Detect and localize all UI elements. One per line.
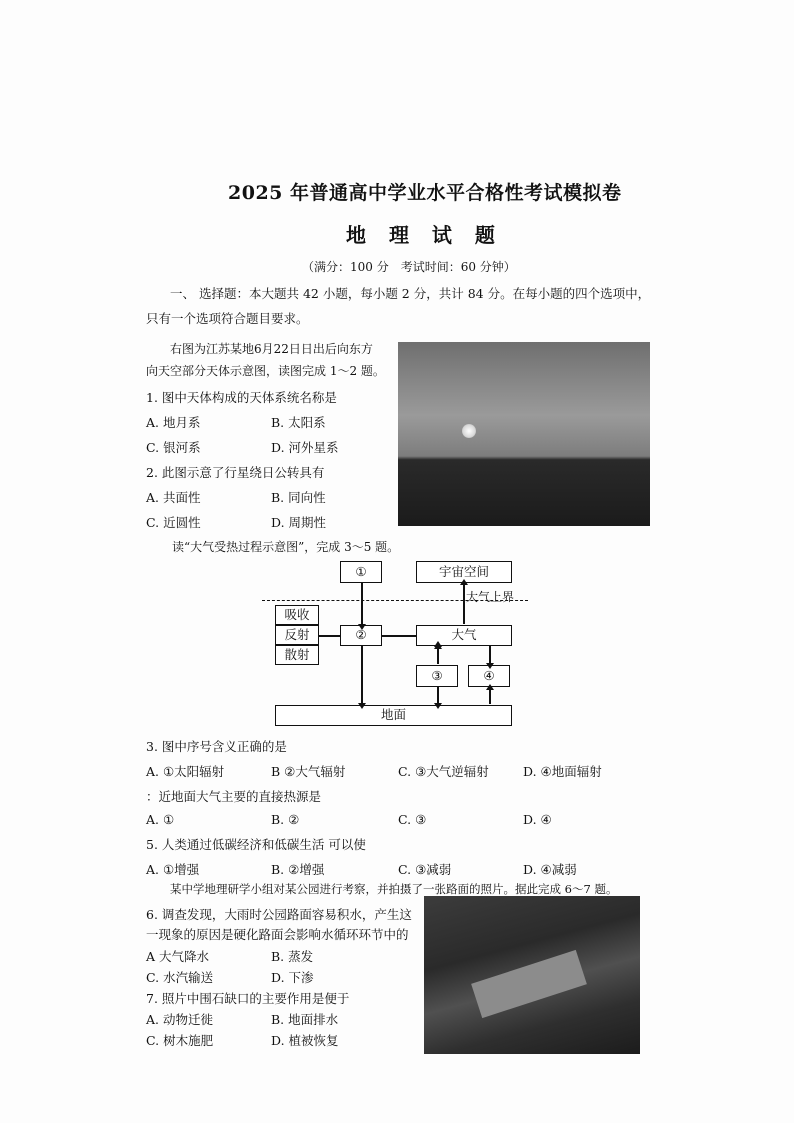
- q1-option-d[interactable]: D. 河外星系: [271, 440, 339, 455]
- sky-photo: [398, 342, 650, 526]
- q5-option-c[interactable]: C. ③减弱: [398, 862, 452, 877]
- score-info: （满分：100 分 考试时间：60 分钟）: [302, 260, 516, 274]
- q4-stem: ：近地面大气主要的直接热源是: [146, 789, 322, 804]
- arrow-box3-ground: [437, 687, 439, 704]
- q3-option-a[interactable]: A. ①太阳辐射: [146, 764, 225, 779]
- q7-stem: 7. 照片中围石缺口的主要作用是便于: [146, 991, 350, 1006]
- q4-option-d[interactable]: D. ④: [523, 812, 552, 827]
- q6-stem-line2: 一现象的原因是硬化路面会影响水循环环节中的: [146, 927, 409, 942]
- diagram-space: 宇宙空间: [416, 561, 512, 583]
- q4-option-c[interactable]: C. ③: [398, 812, 427, 827]
- q6-option-c[interactable]: C. 水汽输送: [146, 970, 214, 985]
- q4-option-a[interactable]: A. ①: [146, 812, 175, 827]
- label-reflect: 反射: [275, 625, 319, 645]
- label-scatter: 散射: [275, 645, 319, 665]
- q3-option-b[interactable]: B ②大气辐射: [271, 764, 346, 779]
- q5-option-a[interactable]: A. ①增强: [146, 862, 200, 877]
- q2-option-c[interactable]: C. 近圆性: [146, 515, 201, 530]
- diagram-box-1: ①: [340, 561, 382, 583]
- q6-option-d[interactable]: D. 下渗: [271, 970, 314, 985]
- exam-title: 2025 年普通高中学业水平合格性考试模拟卷: [228, 182, 622, 204]
- q1-option-b[interactable]: B. 太阳系: [271, 415, 326, 430]
- q7-option-b[interactable]: B. 地面排水: [271, 1012, 339, 1027]
- passage2: 读“大气受热过程示意图”，完成 3～5 题。: [172, 540, 400, 554]
- diagram-box-4: ④: [468, 665, 510, 687]
- arrow-box1-box2: [361, 583, 363, 625]
- diagram-ground: 地面: [275, 705, 512, 726]
- q2-stem: 2. 此图示意了行星绕日公转具有: [146, 465, 325, 480]
- q6-option-a[interactable]: A 大气降水: [146, 949, 210, 964]
- q7-option-d[interactable]: D. 植被恢复: [271, 1033, 339, 1048]
- connector-box2-atmos: [382, 635, 416, 637]
- q2-option-a[interactable]: A. 共面性: [146, 490, 201, 505]
- arrow-box2-ground: [361, 646, 363, 704]
- q7-option-c[interactable]: C. 树木施肥: [146, 1033, 214, 1048]
- diagram-box-3: ③: [416, 665, 458, 687]
- section-intro-line2: 只有一个选项符合题目要求。: [146, 311, 309, 326]
- q7-option-a[interactable]: A. 动物迁徙: [146, 1012, 213, 1027]
- section-intro-line1: 一、 选择题：本大题共 42 小题，每小题 2 分，共计 84 分。在每小题的四个选项中，: [170, 286, 651, 301]
- q4-option-b[interactable]: B. ②: [271, 812, 300, 827]
- q5-option-b[interactable]: B. ②增强: [271, 862, 325, 877]
- q6-stem-line1: 6. 调查发现，大雨时公园路面容易积水，产生这: [146, 907, 412, 922]
- celestial-body: [462, 424, 476, 438]
- q5-option-d[interactable]: D. ④减弱: [523, 862, 577, 877]
- diagram-atmosphere: 大气: [416, 625, 512, 646]
- connector-labels-box2: [319, 635, 340, 637]
- road-photo: [424, 896, 640, 1054]
- arrow-box3-atmos: [437, 648, 439, 664]
- diagram-box-2: ②: [340, 625, 382, 646]
- atmosphere-top-label: 大气上界: [466, 590, 515, 604]
- label-absorb: 吸收: [275, 605, 319, 625]
- arrow-atmos-space: [463, 584, 465, 624]
- exam-subject: 地 理 试 题: [346, 223, 503, 247]
- passage1-line2: 向天空部分天体示意图，读图完成 1～2 题。: [146, 364, 385, 378]
- q1-stem: 1. 图中天体构成的天体系统名称是: [146, 390, 337, 405]
- arrow-ground-box4: [489, 689, 491, 704]
- q1-option-c[interactable]: C. 银河系: [146, 440, 201, 455]
- q3-stem: 3. 图中序号含义正确的是: [146, 739, 287, 754]
- q3-option-c[interactable]: C. ③大气逆辐射: [398, 764, 489, 779]
- q1-option-a[interactable]: A. 地月系: [146, 415, 201, 430]
- q2-option-d[interactable]: D. 周期性: [271, 515, 327, 530]
- passage3: 某中学地理研学小组对某公园进行考察，并拍摄了一张路面的照片。据此完成 6～7 题。: [170, 882, 618, 896]
- paving-slab: [471, 950, 587, 1018]
- q5-stem: 5. 人类通过低碳经济和低碳生活 可以使: [146, 837, 366, 852]
- q2-option-b[interactable]: B. 同向性: [271, 490, 326, 505]
- arrow-atmos-box4: [489, 646, 491, 664]
- q3-option-d[interactable]: D. ④地面辐射: [523, 764, 602, 779]
- passage1-line1: 右图为江苏某地6月22日日出后向东方: [170, 342, 373, 356]
- q6-option-b[interactable]: B. 蒸发: [271, 949, 314, 964]
